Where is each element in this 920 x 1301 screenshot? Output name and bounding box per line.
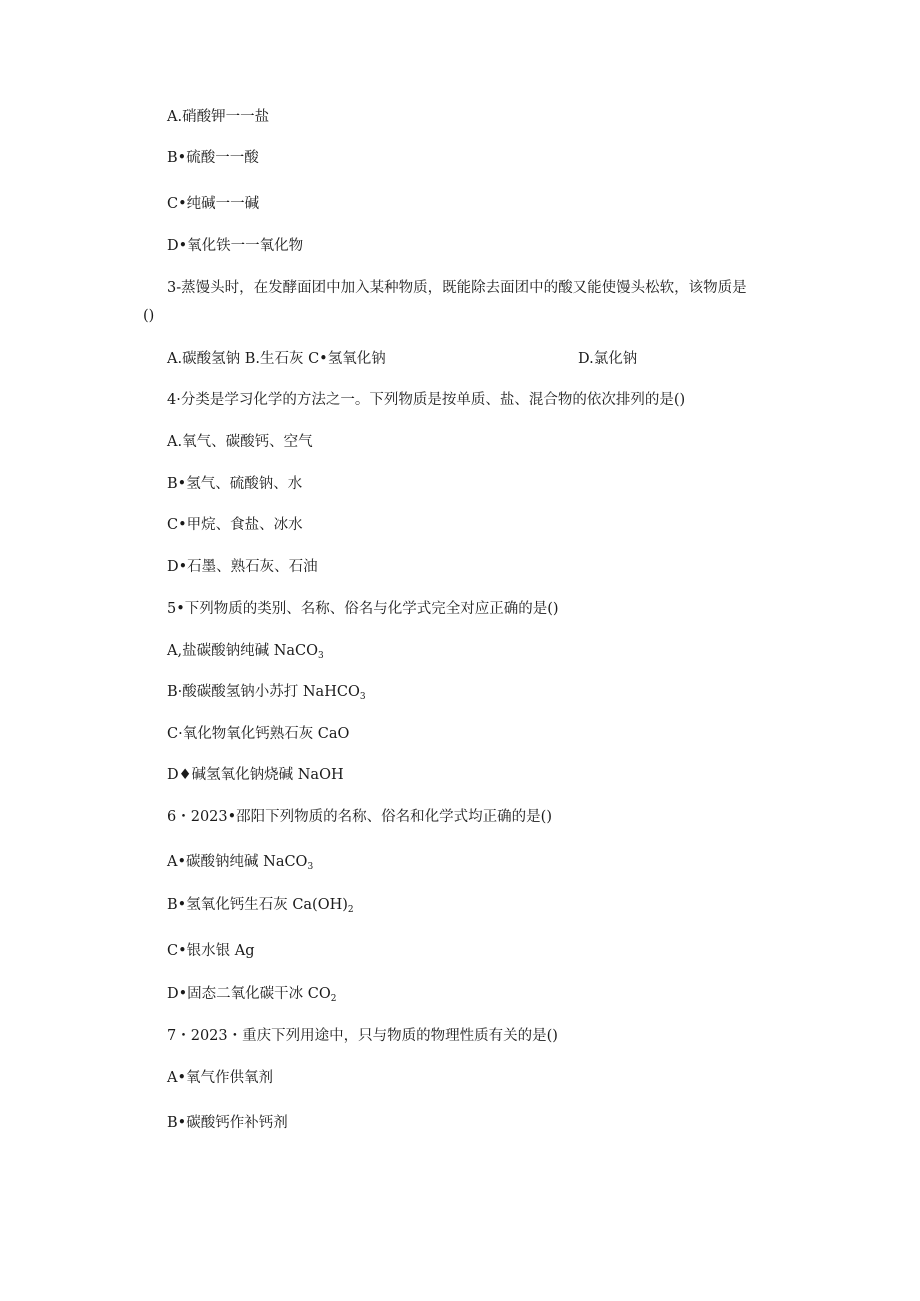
question-3-options-abc: A.碳酸氢钠 B.生石灰 C•氢氧化钠 bbox=[167, 351, 386, 367]
option-a-q4: A.氧气、碳酸钙、空气 bbox=[167, 434, 313, 450]
option-d-q4: D•石墨、熟石灰、石油 bbox=[167, 559, 318, 575]
option-b-q7: B•碳酸钙作补钙剂 bbox=[167, 1115, 288, 1131]
option-b-q5: B·酸碳酸氢钠小苏打 NaHCO$_3$ bbox=[167, 684, 366, 702]
option-a-q6: A•碳酸钠纯碱 NaCO$_3$ bbox=[167, 854, 314, 872]
option-a-q7: A•氧气作供氧剂 bbox=[167, 1070, 274, 1086]
option-c-q6: C•银水银 Ag bbox=[167, 943, 255, 959]
question-3-text: 3-蒸馒头时，在发酵面团中加入某种物质，既能除去面团中的酸又能使馒头松软，该物质是 bbox=[167, 280, 747, 296]
question-5-text: 5•下列物质的类别、名称、俗名与化学式完全对应正确的是() bbox=[167, 601, 559, 617]
option-b-q4: B•氢气、硫酸钠、水 bbox=[167, 476, 303, 492]
option-a-q5: A,盐碳酸钠纯碱 NaCO$_3$ bbox=[167, 643, 324, 661]
option-d-q6: D•固态二氧化碳干冰 $CO_2$ bbox=[167, 986, 337, 1004]
question-4-text: 4·分类是学习化学的方法之一。下列物质是按单质、盐、混合物的依次排列的是() bbox=[167, 392, 686, 408]
question-7-text: 7・2023・重庆下列用途中，只与物质的物理性质有关的是() bbox=[167, 1028, 558, 1044]
question-3-blank: () bbox=[143, 308, 155, 324]
option-a-q2: A.硝酸钾一一盐 bbox=[167, 109, 270, 125]
option-c-q4: C•甲烷、食盐、冰水 bbox=[167, 517, 303, 533]
option-b-q6: B•氢氧化钙生石灰 $Ca(OH)_2$ bbox=[167, 897, 354, 915]
question-3-option-d: D.氯化钠 bbox=[578, 351, 638, 367]
option-d-q5: D♦碱氢氧化钠烧碱 NaOH bbox=[167, 767, 344, 783]
option-b-q2: B•硫酸一一酸 bbox=[167, 150, 259, 166]
question-6-text: 6・2023•邵阳下列物质的名称、俗名和化学式均正确的是() bbox=[167, 809, 552, 825]
option-d-q2: D•氧化铁一一氧化物 bbox=[167, 238, 304, 254]
option-c-q2: C•纯碱一一碱 bbox=[167, 196, 260, 212]
option-c-q5: C·氧化物氧化钙熟石灰 CaO bbox=[167, 726, 350, 742]
